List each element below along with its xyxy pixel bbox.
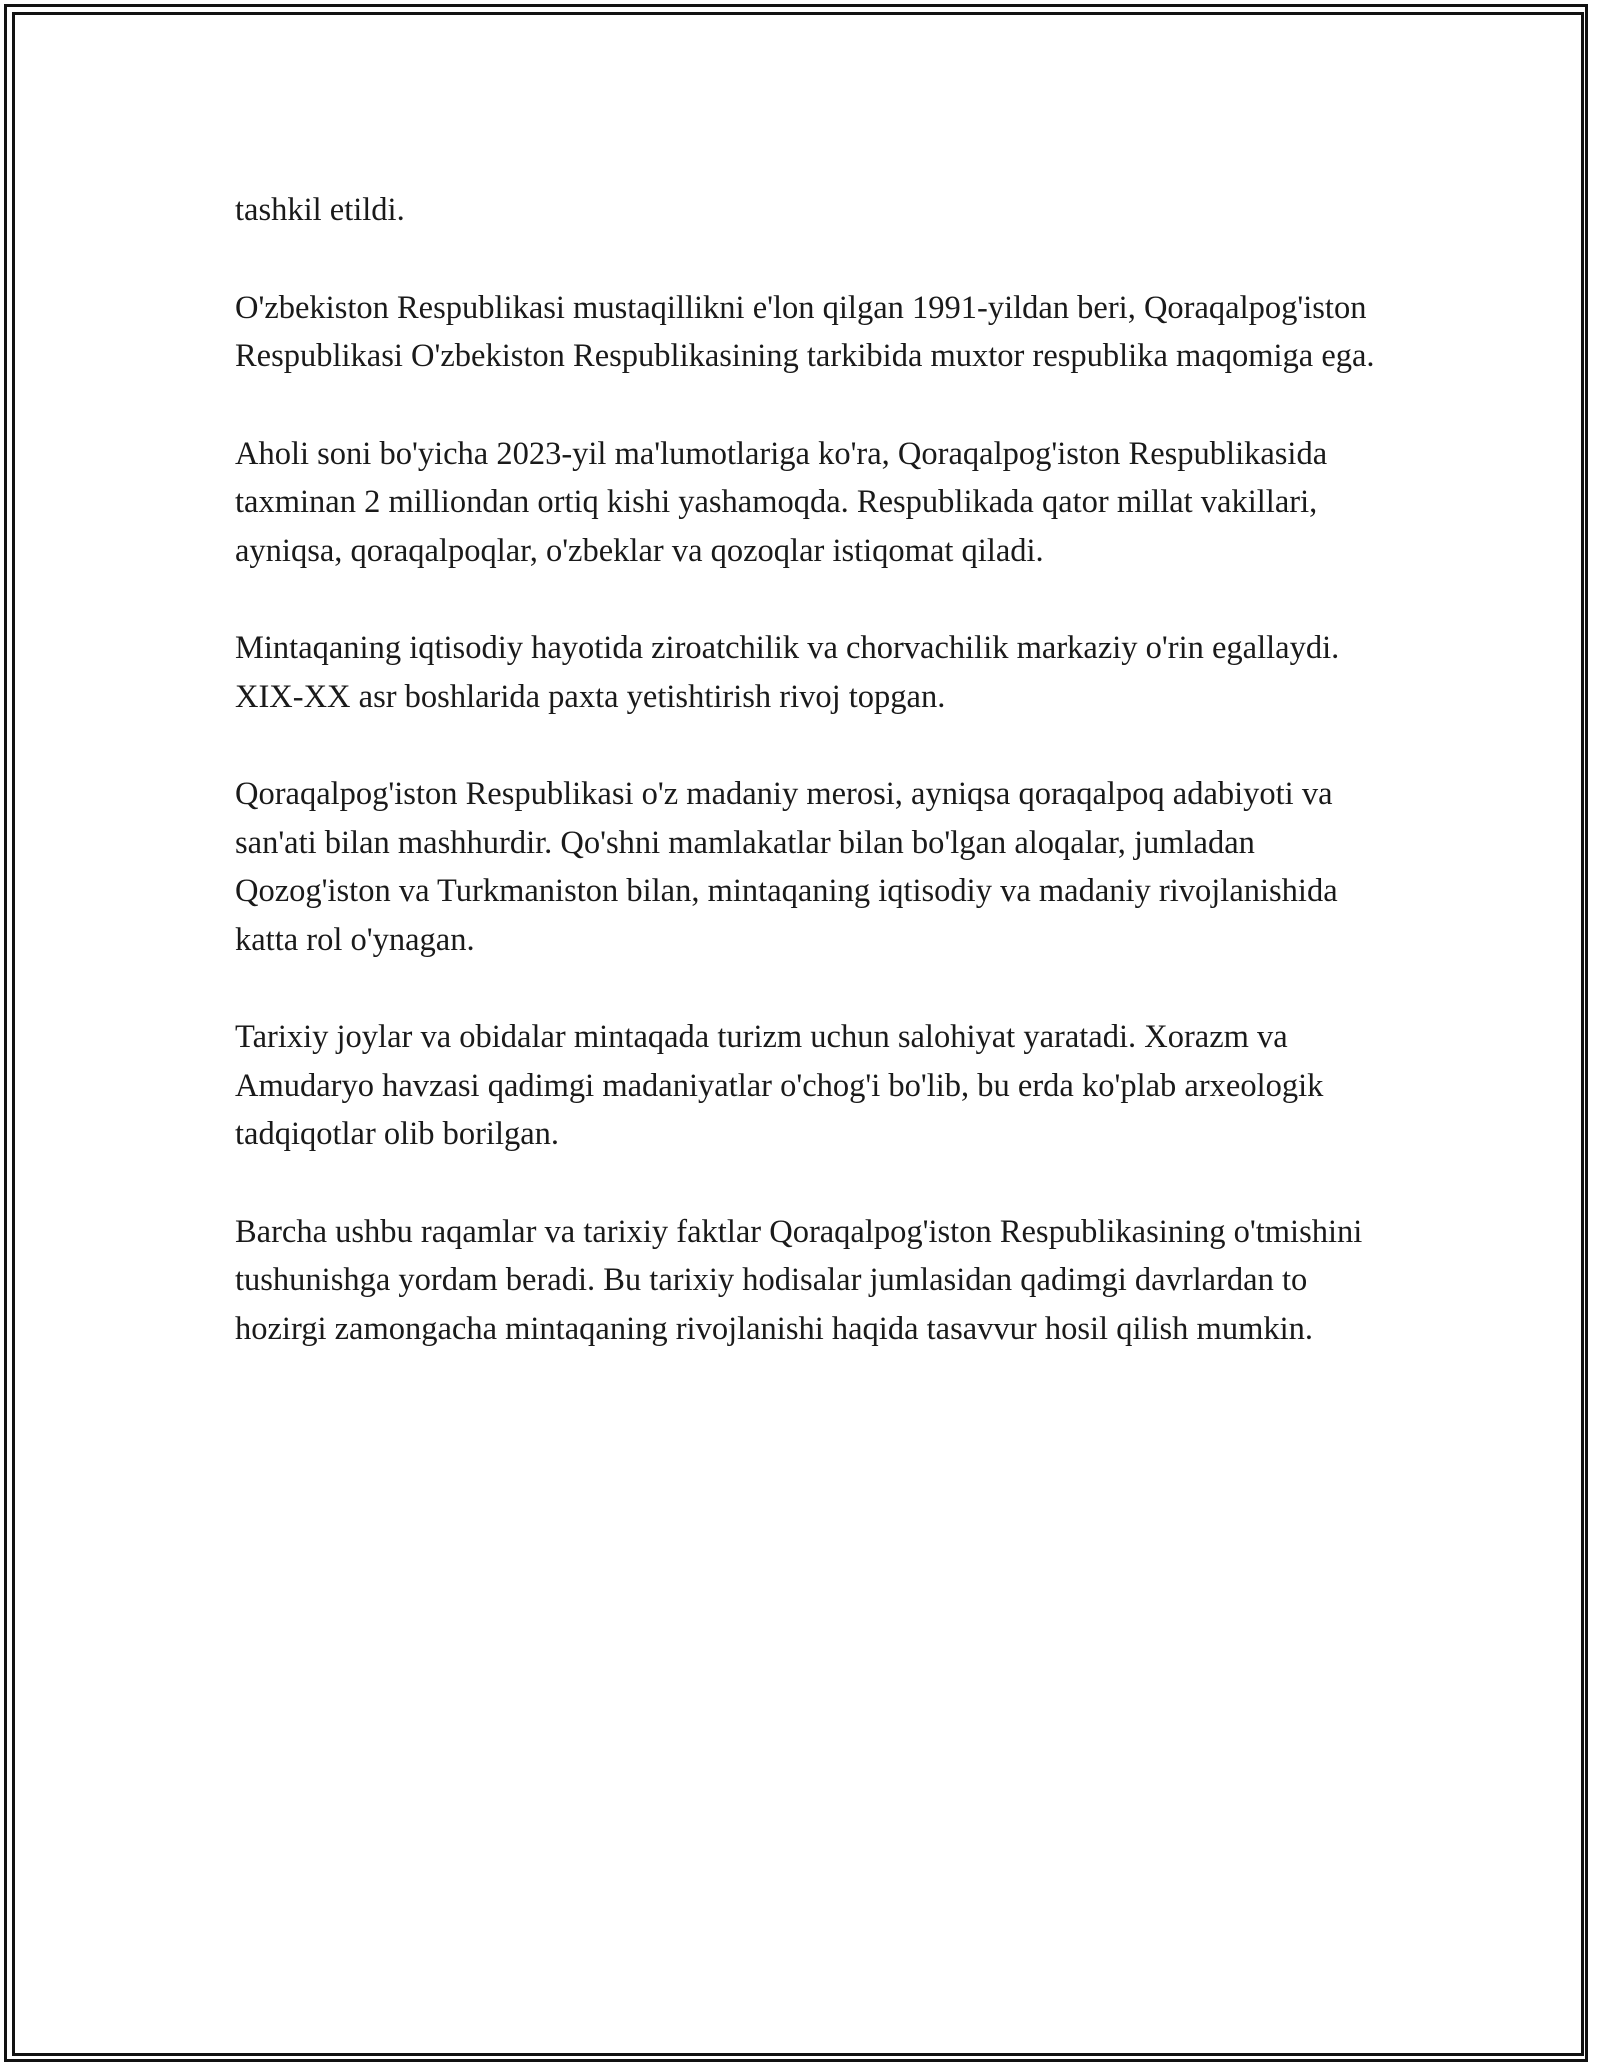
paragraph-5: Qoraqalpog'iston Respublikasi o'z madaniy merosi, ayniqsa qoraqalpoq adabiyoti va san'ati bilan mashhurdir. Qo'shni mamlakatlar bilan bo'lgan aloqalar, jumladan Qozog'iston va Turkmaniston bilan, mintaqaning iqtisodiy va madaniy rivojlanishida katta rol o'ynagan. — [235, 776, 1338, 958]
paragraph-3: Aholi soni bo'yicha 2023-yil ma'lumotlariga ko'ra, Qoraqalpog'iston Respublikasida taxminan 2 milliondan ortiq kishi yashamoqda. Respublikada qator millat vakillari, ayniqsa, qoraqalpoqlar, o'zbeklar va qozoqlar istiqomat qiladi. — [235, 435, 1328, 569]
paragraph-7: Barcha ushbu raqamlar va tarixiy faktlar Qoraqalpog'iston Respublikasining o'tmishini tushunishga yordam beradi. Bu tarixiy hodisalar jumlasidan qadimgi davrlardan to hozirgi zamongacha mintaqaning rivojlanishi haqida tasavvur hosil qilish mumkin. — [235, 1213, 1363, 1347]
paragraph-2: O'zbekiston Respublikasi mustaqillikni e'lon qilgan 1991-yildan beri, Qoraqalpog'iston Respublikasi O'zbekiston Respublikasining tarkibida muxtor respublika maqomiga ega. — [235, 289, 1375, 374]
paragraph-1: tashkil etildi. — [235, 192, 405, 228]
paragraph-4: Mintaqaning iqtisodiy hayotida ziroatchilik va chorvachilik markaziy o'rin egallaydi. XIX-XX asr boshlarida paxta yetishtirish rivoj topgan. — [235, 630, 1340, 715]
document-body — [235, 186, 1375, 1402]
paragraph-6: Tarixiy joylar va obidalar mintaqada turizm uchun salohiyat yaratadi. Xorazm va Amudaryo havzasi qadimgi madaniyatlar o'chog'i bo'lib, bu erda ko'plab arxeologik tadqiqotlar olib borilgan. — [235, 1019, 1324, 1152]
